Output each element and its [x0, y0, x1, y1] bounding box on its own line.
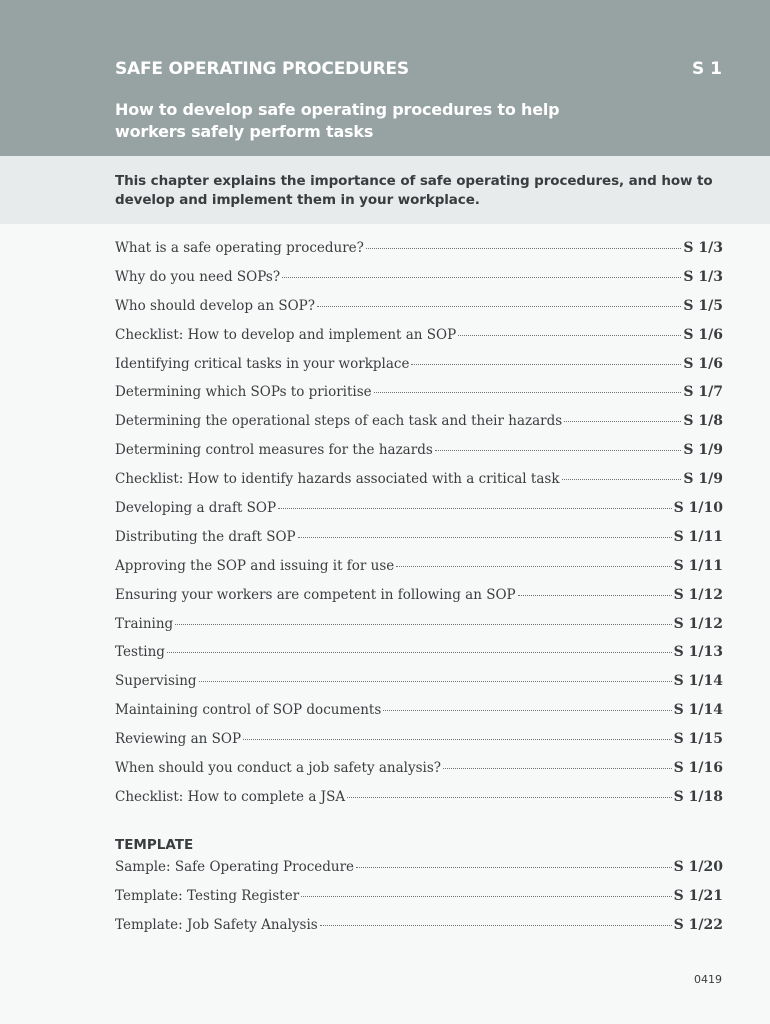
toc-entry-page: S 1/20	[673, 859, 723, 875]
toc-entry[interactable]	[115, 644, 723, 673]
toc-entry-page: S 1/6	[683, 326, 723, 343]
dot-leader	[175, 624, 671, 625]
chapter-header	[0, 0, 770, 156]
toc-entry-page: S 1/15	[673, 731, 723, 748]
toc-entry-label: Distributing the draft SOP	[115, 528, 296, 545]
toc-entry[interactable]	[115, 616, 723, 645]
toc-entry-label: Checklist: How to develop and implement an SOP	[115, 326, 457, 343]
toc-entry-label: What is a safe operating procedure?	[115, 240, 364, 256]
chapter-subtitle: How to develop safe operating procedures to help workers safely perform tasks	[115, 100, 560, 141]
dot-leader	[396, 566, 671, 567]
intro-text: This chapter explains the importance of safe operating procedures, and how to develop and implement them in your workplace.	[115, 173, 713, 208]
dot-leader	[301, 896, 672, 897]
toc-entry-page: S 1/13	[673, 644, 723, 661]
toc-entry[interactable]	[115, 269, 723, 298]
toc-entry[interactable]	[115, 859, 723, 888]
toc-entry-label: Training	[115, 615, 174, 632]
toc-entry-page: S 1/5	[683, 297, 723, 314]
dot-leader	[564, 421, 681, 422]
dot-leader	[298, 537, 672, 538]
toc-entry-label: Determining control measures for the hazards	[115, 442, 433, 459]
dot-leader	[199, 681, 672, 682]
toc-entry-label: Supervising	[115, 673, 197, 690]
dot-leader	[320, 925, 672, 926]
toc-entry[interactable]	[115, 917, 723, 946]
toc-entry[interactable]	[115, 327, 723, 356]
toc-entry-label: Determining which SOPs to prioritise	[115, 384, 372, 401]
toc-entry-page: S 1/12	[673, 615, 723, 632]
dot-leader	[282, 277, 681, 278]
toc-entry-page: S 1/11	[673, 528, 723, 545]
dot-leader	[458, 335, 681, 336]
toc-entry-page: S 1/7	[683, 384, 723, 401]
dot-leader	[317, 306, 681, 307]
dot-leader	[374, 392, 682, 393]
toc-entry[interactable]	[115, 471, 723, 500]
dot-leader	[383, 710, 671, 711]
template-contents	[115, 859, 723, 946]
dot-leader	[562, 479, 682, 480]
toc-entry-page: S 1/22	[673, 916, 723, 933]
toc-entry-page: S 1/9	[683, 442, 723, 459]
toc-entry-label: Template: Testing Register	[115, 887, 300, 904]
dot-leader	[278, 508, 672, 509]
toc-entry[interactable]	[115, 731, 723, 760]
toc-entry-label: Checklist: How to identify hazards associated with a critical task	[115, 471, 560, 488]
toc-entry[interactable]	[115, 888, 723, 917]
footer-code: 0419	[694, 973, 722, 986]
toc-entry[interactable]	[115, 384, 723, 413]
toc-entry-label: Developing a draft SOP	[115, 500, 277, 517]
toc-entry-page: S 1/12	[673, 586, 723, 603]
toc-entry-page: S 1/14	[673, 702, 723, 719]
toc-entry-page: S 1/10	[673, 500, 723, 517]
table-of-contents	[115, 240, 723, 818]
dot-leader	[366, 248, 682, 249]
toc-entry-page: S 1/8	[683, 413, 723, 430]
toc-entry[interactable]	[115, 673, 723, 702]
toc-entry[interactable]	[115, 500, 723, 529]
toc-entry-label: Sample: Safe Operating Procedure	[115, 859, 355, 875]
toc-entry-page: S 1/21	[673, 887, 723, 904]
toc-entry-page: S 1/11	[673, 557, 723, 574]
toc-entry[interactable]	[115, 789, 723, 818]
template-heading: TEMPLATE	[115, 837, 194, 853]
toc-entry-label: Reviewing an SOP	[115, 731, 242, 748]
dot-leader	[443, 768, 672, 769]
toc-entry-label: Template: Job Safety Analysis	[115, 916, 318, 933]
toc-entry-label: Maintaining control of SOP documents	[115, 702, 382, 719]
dot-leader	[411, 364, 681, 365]
dot-leader	[518, 595, 672, 596]
toc-entry[interactable]	[115, 587, 723, 616]
toc-entry[interactable]	[115, 558, 723, 587]
toc-entry[interactable]	[115, 240, 723, 269]
chapter-intro	[0, 156, 770, 224]
toc-entry-page: S 1/14	[673, 673, 723, 690]
toc-entry[interactable]	[115, 298, 723, 327]
toc-entry-label: Ensuring your workers are competent in following an SOP	[115, 586, 516, 603]
toc-entry-page: S 1/9	[683, 471, 723, 488]
toc-entry-label: Approving the SOP and issuing it for use	[115, 557, 395, 574]
toc-entry-label: Identifying critical tasks in your workplace	[115, 355, 410, 372]
toc-entry-page: S 1/18	[673, 788, 723, 805]
toc-entry-label: Who should develop an SOP?	[115, 297, 315, 314]
toc-entry-label: When should you conduct a job safety analysis?	[115, 760, 442, 777]
toc-entry[interactable]	[115, 702, 723, 731]
dot-leader	[347, 797, 672, 798]
toc-entry[interactable]	[115, 529, 723, 558]
dot-leader	[356, 867, 672, 868]
toc-entry-page: S 1/16	[673, 760, 723, 777]
chapter-code: S 1	[692, 59, 722, 79]
dot-leader	[167, 652, 672, 653]
toc-entry-label: Testing	[115, 644, 165, 661]
toc-entry-page: S 1/3	[683, 268, 723, 285]
chapter-title: SAFE OPERATING PROCEDURES	[115, 59, 409, 79]
dot-leader	[243, 739, 672, 740]
toc-entry[interactable]	[115, 442, 723, 471]
toc-entry-label: Determining the operational steps of each task and their hazards	[115, 413, 563, 430]
toc-entry[interactable]	[115, 413, 723, 442]
toc-entry-page: S 1/3	[683, 240, 723, 256]
toc-entry-label: Why do you need SOPs?	[115, 268, 281, 285]
toc-entry[interactable]	[115, 356, 723, 385]
toc-entry[interactable]	[115, 760, 723, 789]
toc-entry-label: Checklist: How to complete a JSA	[115, 788, 346, 805]
dot-leader	[435, 450, 682, 451]
toc-entry-page: S 1/6	[683, 355, 723, 372]
